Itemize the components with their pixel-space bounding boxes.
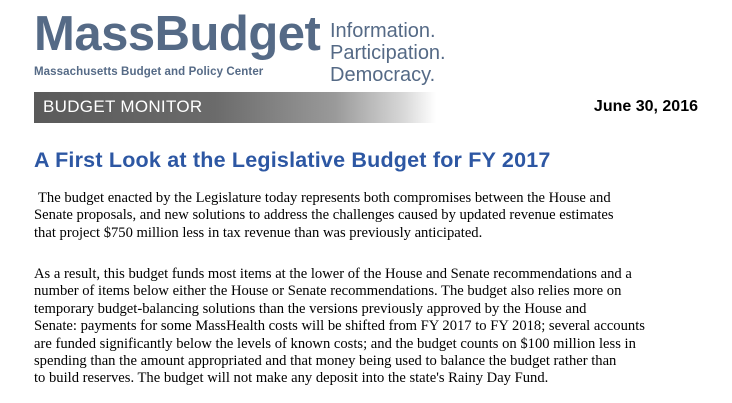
article-title: A First Look at the Legislative Budget for FY 2017 <box>34 148 551 172</box>
article-paragraph-2 <box>34 266 714 388</box>
tagline-line: Participation. <box>330 42 446 64</box>
paragraph-line: number of items below either the House or Senate recommendations. The budget also relies more on <box>34 283 622 300</box>
paragraph-line: spending than the amount appropriated and that money being used to balance the budget rather than <box>34 353 617 370</box>
tagline-line: Information. <box>330 20 436 42</box>
paragraph-line: Senate proposals, and new solutions to address the challenges caused by updated revenue estimates <box>34 207 614 224</box>
page-header <box>34 6 724 86</box>
banner-label: BUDGET MONITOR <box>43 97 203 116</box>
paragraph-line: to build reserves. The budget will not make any deposit into the state's Rainy Day Fund. <box>34 370 549 387</box>
massbudget-logo <box>34 6 320 79</box>
paragraph-line: are funded significantly below the levels of known costs; and the budget counts on $100 million less in <box>34 335 636 352</box>
tagline <box>330 20 446 86</box>
paragraph-line: that project $750 million less in tax revenue than was previously anticipated. <box>34 224 483 241</box>
logo-subtitle: Massachusetts Budget and Policy Center <box>34 66 264 78</box>
logo-name: MassBudget <box>34 7 321 61</box>
tagline-line: Democracy. <box>330 64 436 86</box>
paragraph-line: temporary budget-balancing solutions than the versions previously approved by the House and <box>34 300 587 317</box>
publication-date: June 30, 2016 <box>593 98 698 115</box>
paragraph-line: The budget enacted by the Legislature today represents both compromises between the House and <box>38 190 611 206</box>
paragraph-line: Senate: payments for some MassHealth costs will be shifted from FY 2017 to FY 2018; several accounts <box>34 318 645 335</box>
budget-monitor-banner <box>34 92 436 123</box>
article-paragraph-1 <box>34 190 714 242</box>
paragraph-line: As a result, this budget funds most items at the lower of the House and Senate recommendations and a <box>34 266 632 282</box>
